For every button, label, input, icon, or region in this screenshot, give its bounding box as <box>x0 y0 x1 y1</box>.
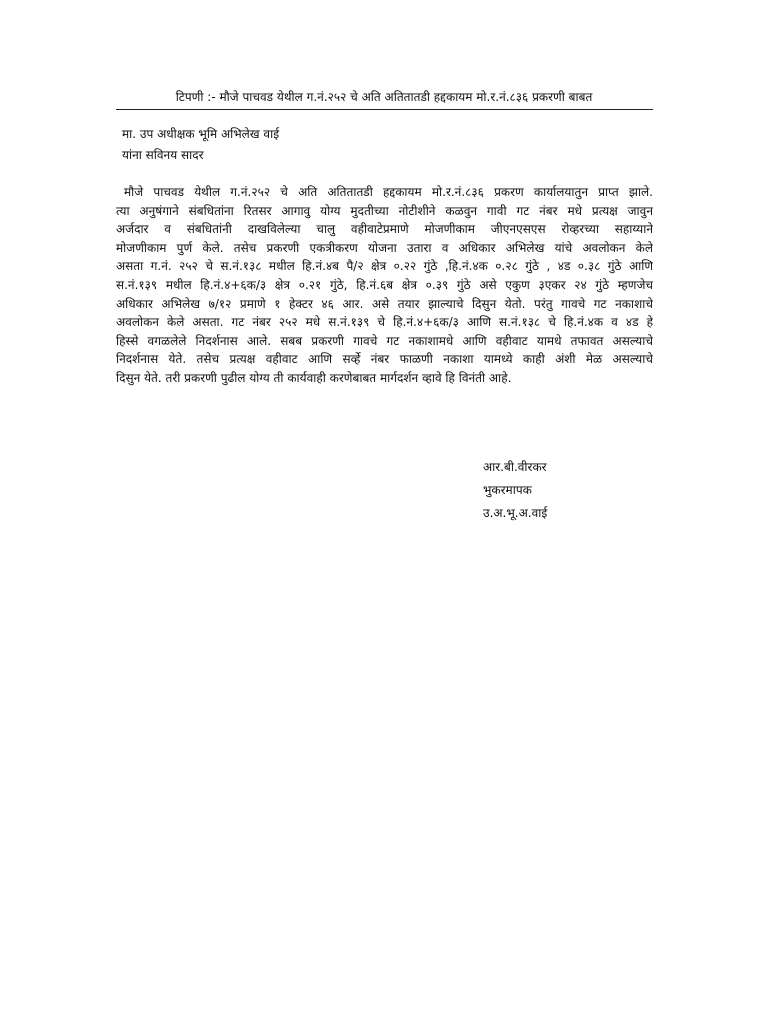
signatory-name: आर.बी.वीरकर <box>483 460 547 474</box>
body-line: त्या अनुषंगाने संबधितांना रितसर आगावु योग्य मुदतीच्या नोटीशीने कळवुन गावी गट नंबर मधे प्रत्यक्ष जावुन <box>116 203 653 218</box>
addressee-block <box>122 124 279 166</box>
body-paragraph <box>116 183 653 388</box>
subject-line: टिपणी :- मौजे पाचवड येथील ग.नं.२५२ चे अति अतितातडी हद्दकायम मो.र.नं.८३६ प्रकरणी बाबत <box>175 90 593 104</box>
body-line: असता ग.नं. २५२ चे स.नं.१३८ मधील हि.नं.४ब पै/२ क्षेत्र ०.२२ गुंठे ,हि.नं.४क ०.२८ गुंठे , ४ड ०.३८ गुंठे आणि <box>116 259 653 274</box>
body-line: दिसुन येते. तरी प्रकरणी पुढील योग्य ती कार्यवाही करणेबाबत मार्गदर्शन व्हावे हि विनंती आहे. <box>116 370 512 385</box>
body-line: हिस्से वगळलेले निदर्शनास आले. सबब प्रकरणी गावचे गट नकाशामधे आणि वहीवाट यामधे तफावत असल्याचे <box>116 333 653 348</box>
body-line: अर्जदार व संबधितांनी दाखविलेल्या चालु वहीवाटेप्रमाणे मोजणीकाम जीएनएसएस रोव्हरच्या सहाय्याने <box>116 222 653 237</box>
addressee-salutation: यांना सविनय सादर <box>122 148 204 162</box>
subject-underline <box>116 109 653 110</box>
body-line: मोजणीकाम पुर्ण केले. तसेच प्रकरणी एकत्रीकरण योजना उतारा व अधिकार अभिलेख यांचे अवलोकन केले <box>116 240 653 255</box>
signatory-office: उ.अ.भू.अ.वाई <box>483 506 548 520</box>
body-line: मौजे पाचवड येथील ग.नं.२५२ चे अति अतितातडी हद्दकायम मो.र.नं.८३६ प्रकरण कार्यालयातुन प्राप्त झाले. <box>124 185 653 199</box>
signatory-designation: भुकरमापक <box>483 483 532 497</box>
body-line: स.नं.१३९ मधील हि.नं.४+६क/३ क्षेत्र ०.२१ गुंठे, हि.नं.६ब क्षेत्र ०.३९ गुंठे असे एकुण ३एकर २४ गुंठे म्हणजेच <box>116 277 653 292</box>
body-line: निदर्शनास येते. तसेच प्रत्यक्ष वहीवाट आणि सर्व्हे नंबर फाळणी नकाशा यामध्ये काही अंशी मेळ असल्याचे <box>116 352 653 367</box>
signature-block <box>483 456 547 525</box>
addressee-title: मा. उप अधीक्षक भूमि अभिलेख वाई <box>122 127 280 141</box>
body-line: अवलोकन केले असता. गट नंबर २५२ मधे स.नं.१३९ चे हि.नं.४+६क/३ आणि स.नं.१३८ चे हि.नं.४क व ४ड हे <box>116 315 653 330</box>
body-line: अधिकार अभिलेख ७/१२ प्रमाणे १ हेक्टर ४६ आर. असे तयार झाल्याचे दिसुन येतो. परंतु गावचे गट नकाशाचे <box>116 296 653 311</box>
